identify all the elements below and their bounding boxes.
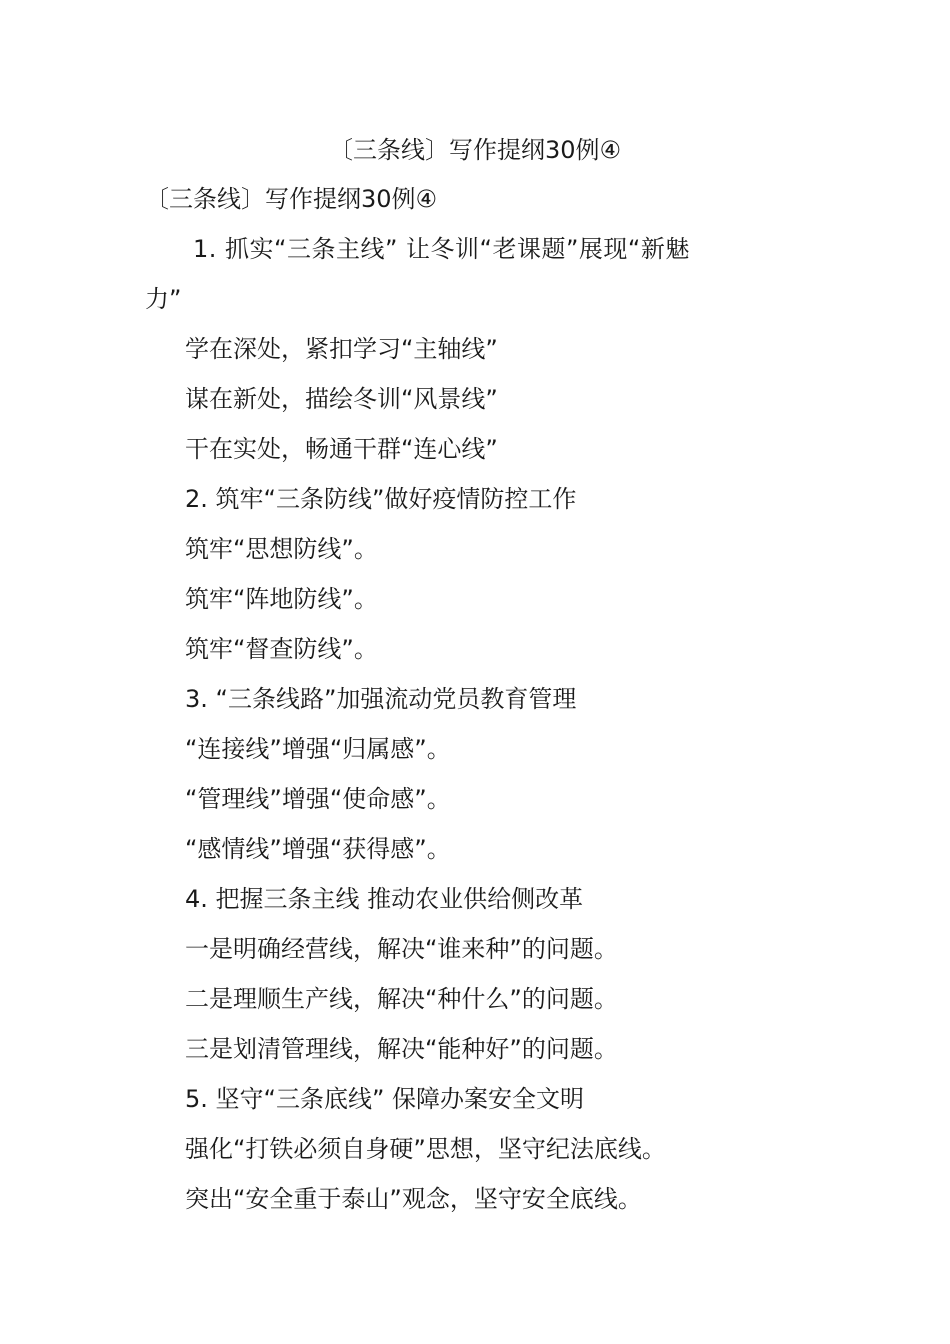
- item4-point-2: 二是理顺生产线，解决“种什么”的问题。: [185, 985, 618, 1013]
- item1-point-1: 学在深处，紧扣学习“主轴线”: [185, 335, 498, 363]
- item5-point-2: 突出“安全重于泰山”观念，坚守安全底线。: [185, 1185, 642, 1213]
- item1-point-3: 干在实处，畅通干群“连心线”: [185, 435, 498, 463]
- item2-heading: 2. 筑牢“三条防线”做好疫情防控工作: [185, 485, 577, 513]
- item2-point-1: 筑牢“思想防线”。: [185, 535, 378, 563]
- item4-point-3: 三是划清管理线，解决“能种好”的问题。: [185, 1035, 618, 1063]
- item1-heading: 1. 抓实“三条主线” 让冬训“老课题”展现“新魅: [193, 235, 690, 263]
- document-title: 〔三条线〕写作提纲30例④: [328, 136, 622, 164]
- item5-point-1: 强化“打铁必须自身硬”思想，坚守纪法底线。: [185, 1135, 666, 1163]
- document-subtitle: 〔三条线〕写作提纲30例④: [145, 185, 438, 213]
- item3-point-2: “管理线”增强“使命感”。: [185, 785, 451, 813]
- item2-point-3: 筑牢“督查防线”。: [185, 635, 378, 663]
- item3-point-1: “连接线”增强“归属感”。: [185, 735, 451, 763]
- document-body: [145, 181, 825, 1231]
- item5-heading: 5. 坚守“三条底线” 保障办案安全文明: [185, 1085, 585, 1113]
- item4-heading: 4. 把握三条主线 推动农业供给侧改革: [185, 885, 584, 913]
- item2-point-2: 筑牢“阵地防线”。: [185, 585, 378, 613]
- item4-point-1: 一是明确经营线，解决“谁来种”的问题。: [185, 935, 618, 963]
- item1-heading-continued: 力”: [145, 285, 182, 313]
- item1-point-2: 谋在新处，描绘冬训“风景线”: [185, 385, 498, 413]
- item3-heading: 3. “三条线路”加强流动党员教育管理: [185, 685, 577, 713]
- item3-point-3: “感情线”增强“获得感”。: [185, 835, 451, 863]
